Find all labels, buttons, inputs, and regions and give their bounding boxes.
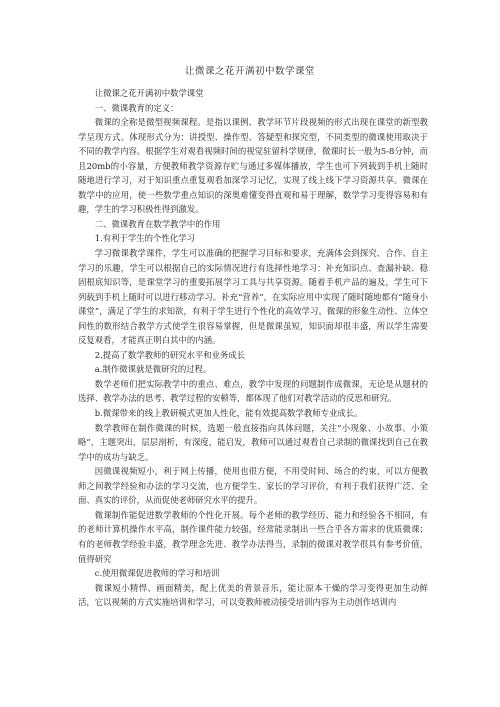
document-body <box>78 86 428 610</box>
paragraph: 微课短小精悍、画面精美，配上优美的背景音乐，能让原本干燥的学习变得更加生动鲜活，它以视频的方式实施培训和学习，可以变教师被动接受培训内容为主动创作培训内 <box>78 582 428 608</box>
paragraph: 微课制作能促进数学教师的个性化开展。每个老师的教学经历、能力和经验各不相同，有的老师计算机操作水平高，制作课件能力较强，经常能录制出一些合乎各方需求的优质微课；有的老师教学经验丰盛，教学理念先进、教学办法得当，录制的微课对教学很具有参考价值，值得研究 <box>78 509 428 564</box>
paragraph: 数学老师们把实际教学中的重点、难点，教学中发现的问题制作成微课，无论是从题材的选择、教学办法的思考、教学过程的安顿等，都体现了他们对教学活动的反思和研究。 <box>78 378 428 404</box>
paragraph: 一、微课教育的定义： <box>94 102 179 113</box>
paragraph: b.微课带来的线上教研模式更加人性化，能有效提高数学教师专业成长。 <box>94 408 363 419</box>
document-title: 让微课之花开满初中数学课堂 <box>184 66 315 77</box>
paragraph: 学习微课教学课件，学生可以准确的把握学习目标和要求，充满体会到探究、合作、自主学习的乐趣，学生可以根据自己的实际情况进行有选择性地学习：补充知识点、查漏补缺、稳固根底知识等，是课堂学习的重要拓展学习工具与共享资源。随着手机产品的遍及，学生可下列载到手机上随时可以进行移动学习。补充“营养”，在实际应用中实现了随时随地都有“随身小课堂”，满足了学生的求知欲，有利于学生进行个性化的高效学习。微课的形象生动性、立体空间性的数形结合教学方式使学生很容易掌握，但是微课虽短，知识面却很丰盛，所以学生需要反复观看，才能真正明白其中的内涵。 <box>78 248 428 346</box>
paragraph: 二、微课教育在数学教学中的作用 <box>94 218 221 229</box>
paragraph: a.制作微课就是微研究的过程。 <box>94 364 212 375</box>
paragraph: 数学教师在制作微课的时候，选题一般直接指向具体问题，关注“小现象、小故事、小策略”，主题突出，层层剖析，有深度，能启发，教师可以通过观看自己录制的微课找到自己在教学中的成功与缺乏。 <box>78 422 428 462</box>
paragraph: 微课的全称是微型视频课程。是指以课例、教学环节片段视频的形式出现在课堂的新型教学呈现方式。体现形式分为：讲授型、操作型、答疑型和探究型，不同类型的微课使用取决于不同的教学内容。根据学生对观看视频时间的视觉驻留科学规律，微课时长一般为5-8分钟，而且20mb的小容量，方便教师教学资源存贮与通过多媒体播放，学生也可下列载到手机上随时随地进行学习，对于知识重点重复观看加深学习记忆，实现了线上线下学习资源共享。微课在数学中的应用，使一些数学重点知识的深奥难懂变得直观和易于理解，数学学习变得容易和有趣，学生的学习积极性得到激发。 <box>78 117 428 215</box>
paragraph: 因微课视频短小，利于网上传播，使用也很方便，不用受时间、场合的约束，可以方便教师之间教学经验和办法的学习交流，也方便学生、家长的学习评价，有利于我们获得广泛、全面、真实的评价，从而促使老师研究水平的提升。 <box>78 466 428 506</box>
paragraph: 1.有利于学生的个性化学习 <box>94 233 195 244</box>
paragraph: 让微课之花开满初中数学课堂 <box>94 88 204 98</box>
paragraph: c.使用微课促进教师的学习和培训 <box>94 568 220 579</box>
paragraph: 2.提高了数学教师的研究水平和业务成长 <box>94 349 246 360</box>
